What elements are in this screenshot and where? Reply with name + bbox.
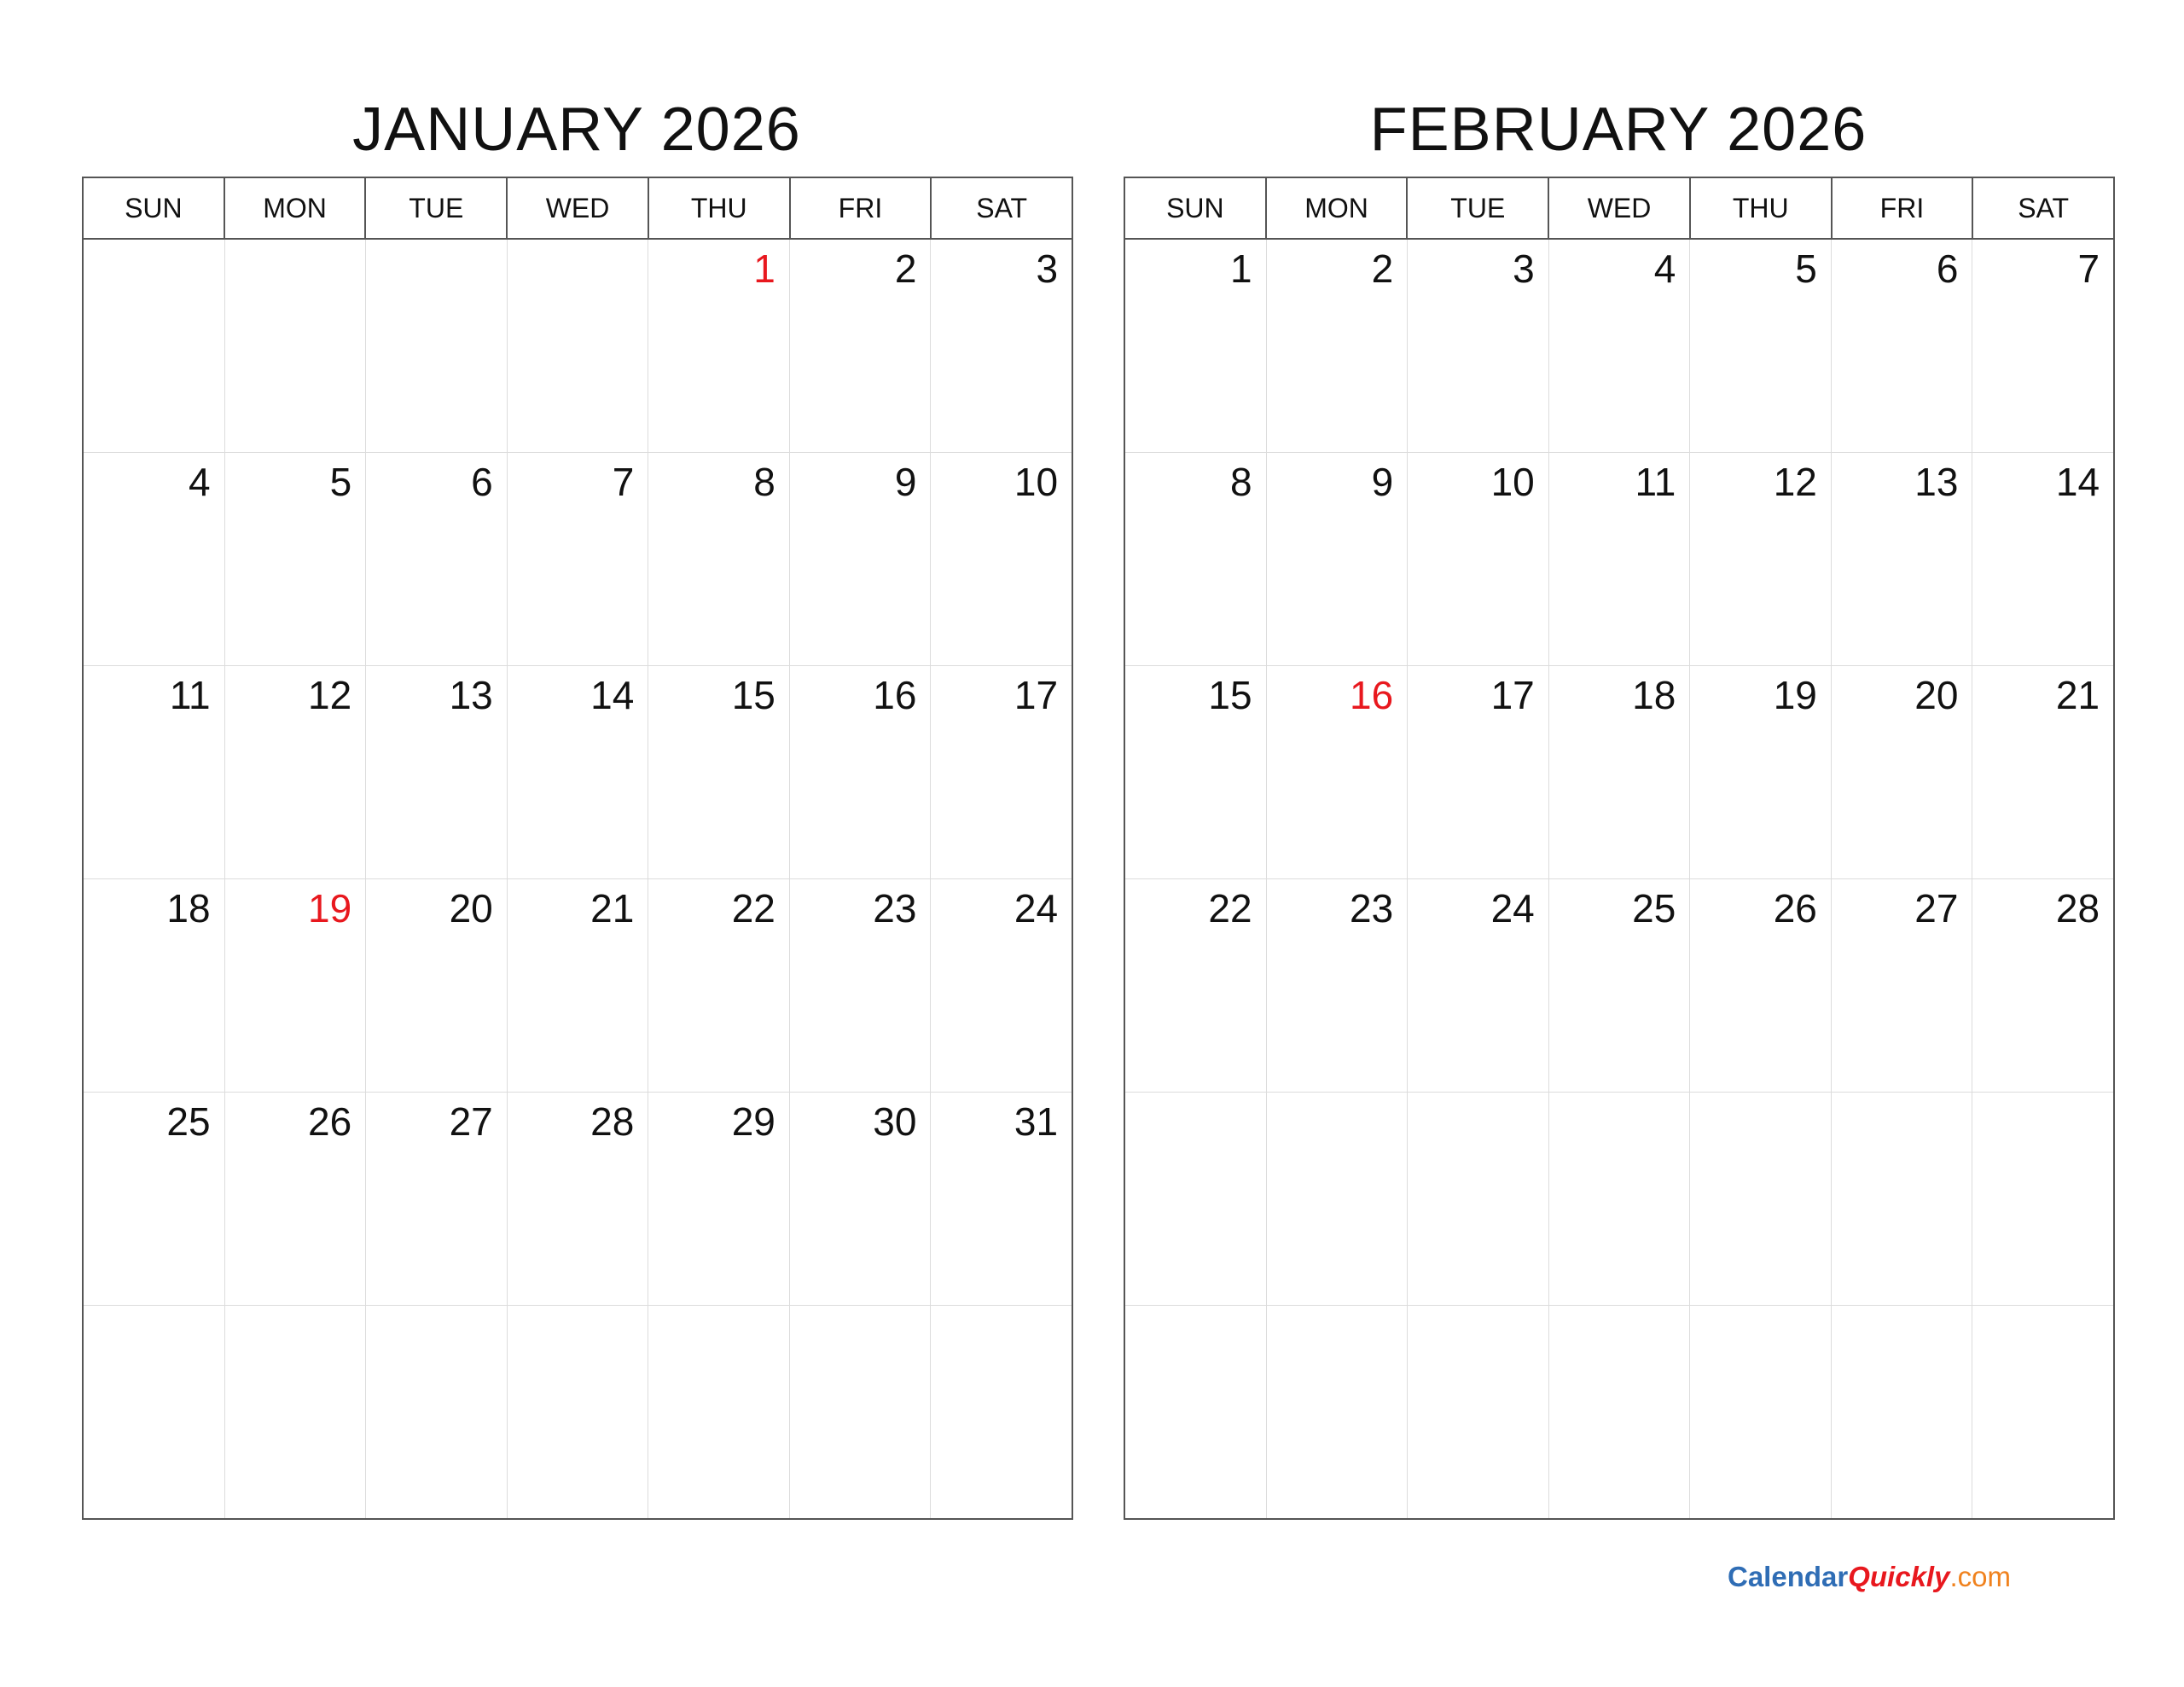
empty-day-cell	[507, 240, 648, 452]
day-cell	[1125, 666, 1266, 878]
day-cell	[930, 879, 1072, 1092]
day-number: 21	[2055, 673, 2100, 717]
day-number: 14	[2055, 460, 2100, 504]
day-cell	[648, 879, 789, 1092]
empty-day-cell	[1407, 1306, 1548, 1518]
day-number: 19	[1773, 673, 1817, 717]
day-cell	[365, 453, 507, 665]
empty-day-cell	[84, 1306, 224, 1518]
day-cell	[1831, 240, 1972, 452]
day-number: 3	[1036, 246, 1059, 291]
month-title: JANUARY 2026	[352, 96, 801, 164]
week-row	[84, 1305, 1072, 1518]
day-cell	[507, 1093, 648, 1305]
weekday-header-wed: WED	[506, 178, 648, 238]
day-number: 22	[1208, 886, 1252, 930]
weekday-header-mon: MON	[224, 178, 365, 238]
day-number: 6	[1936, 246, 1959, 291]
weekday-header-sat: SAT	[930, 178, 1072, 238]
day-cell	[507, 453, 648, 665]
day-number: 28	[590, 1099, 635, 1144]
empty-day-cell	[789, 1306, 931, 1518]
empty-day-cell	[1831, 1306, 1972, 1518]
day-cell	[1125, 453, 1266, 665]
day-cell	[1972, 453, 2113, 665]
day-number: 10	[1490, 460, 1535, 504]
day-cell	[224, 1093, 366, 1305]
weekday-header-sat: SAT	[1972, 178, 2113, 238]
day-number: 31	[1014, 1099, 1059, 1144]
day-number: 29	[731, 1099, 775, 1144]
day-cell	[365, 1093, 507, 1305]
day-cell	[1125, 879, 1266, 1092]
day-cell	[1972, 666, 2113, 878]
day-cell	[84, 666, 224, 878]
brand-part-calendar: Calendar	[1728, 1561, 1849, 1592]
empty-day-cell	[84, 240, 224, 452]
day-cell	[1972, 879, 2113, 1092]
day-cell	[1831, 453, 1972, 665]
day-number: 18	[1632, 673, 1676, 717]
day-number: 5	[1795, 246, 1817, 291]
day-number: 22	[731, 886, 775, 930]
day-number: 13	[449, 673, 493, 717]
day-cell	[224, 879, 366, 1092]
month-title: FEBRUARY 2026	[1369, 96, 1867, 164]
week-row	[1125, 665, 2113, 878]
empty-day-cell	[648, 1306, 789, 1518]
day-cell	[365, 879, 507, 1092]
day-number: 4	[1653, 246, 1676, 291]
weekday-header-tue: TUE	[364, 178, 506, 238]
day-cell	[1266, 453, 1408, 665]
brand-part-com: .com	[1949, 1561, 2011, 1592]
weekday-header-sun: SUN	[125, 192, 183, 223]
day-number: 16	[873, 673, 917, 717]
day-number: 20	[449, 886, 493, 930]
day-cell	[1266, 666, 1408, 878]
day-cell	[224, 666, 366, 878]
day-number: 11	[1635, 460, 1676, 504]
day-cell	[1266, 879, 1408, 1092]
day-cell	[789, 453, 931, 665]
weeks-container	[84, 240, 1072, 1518]
empty-day-cell	[1266, 1306, 1408, 1518]
weekday-header-mon: MON	[1265, 178, 1407, 238]
day-cell	[1689, 879, 1831, 1092]
day-cell	[84, 879, 224, 1092]
brand-logo[interactable]	[1728, 1561, 2011, 1593]
calendar-grid	[1124, 177, 2115, 1520]
week-row	[84, 1092, 1072, 1305]
day-number: 6	[471, 460, 493, 504]
day-cell	[1407, 240, 1548, 452]
calendar-grid	[82, 177, 1073, 1520]
day-cell	[1831, 879, 1972, 1092]
day-cell	[1407, 879, 1548, 1092]
week-row	[1125, 452, 2113, 665]
empty-day-cell	[1266, 1093, 1408, 1305]
day-cell	[930, 666, 1072, 878]
empty-day-cell	[1407, 1093, 1548, 1305]
day-number-highlighted: 1	[753, 246, 775, 291]
day-number: 14	[590, 673, 635, 717]
day-number: 11	[169, 673, 211, 717]
day-number-highlighted: 19	[307, 886, 352, 930]
day-cell	[1689, 240, 1831, 452]
empty-day-cell	[1831, 1093, 1972, 1305]
day-cell	[1548, 453, 1690, 665]
week-row	[1125, 878, 2113, 1092]
day-number: 12	[1773, 460, 1817, 504]
day-number: 9	[894, 460, 917, 504]
day-number: 8	[753, 460, 775, 504]
day-cell	[1548, 879, 1690, 1092]
day-number: 24	[1490, 886, 1535, 930]
day-cell	[789, 666, 931, 878]
brand-part-quickly: Quickly	[1848, 1561, 1950, 1592]
day-number: 24	[1014, 886, 1059, 930]
empty-day-cell	[1125, 1093, 1266, 1305]
day-number: 2	[1371, 246, 1394, 291]
day-cell	[930, 1093, 1072, 1305]
empty-day-cell	[1548, 1306, 1690, 1518]
day-number: 18	[166, 886, 211, 930]
day-cell	[1689, 453, 1831, 665]
day-cell	[507, 666, 648, 878]
day-number: 7	[612, 460, 635, 504]
day-cell	[789, 1093, 931, 1305]
week-row	[84, 240, 1072, 452]
day-number: 2	[894, 246, 917, 291]
day-number: 12	[307, 673, 352, 717]
day-cell	[1125, 240, 1266, 452]
day-cell	[789, 240, 931, 452]
weekday-header-row	[84, 178, 1072, 240]
week-row	[1125, 240, 2113, 452]
day-number: 23	[873, 886, 917, 930]
weekday-header-sun: SUN	[1166, 192, 1224, 223]
week-row	[84, 665, 1072, 878]
day-number: 28	[2055, 886, 2100, 930]
day-cell	[648, 240, 789, 452]
day-number: 25	[166, 1099, 211, 1144]
weekday-header-fri: FRI	[1831, 178, 1972, 238]
day-number: 27	[1914, 886, 1959, 930]
day-number: 25	[1632, 886, 1676, 930]
day-cell	[1831, 666, 1972, 878]
empty-day-cell	[507, 1306, 648, 1518]
weekday-header-row	[1125, 178, 2113, 240]
week-row	[84, 878, 1072, 1092]
empty-day-cell	[930, 1306, 1072, 1518]
day-number: 26	[1773, 886, 1817, 930]
day-number: 1	[1229, 246, 1252, 291]
day-cell	[1548, 666, 1690, 878]
day-cell	[789, 879, 931, 1092]
day-number: 15	[1208, 673, 1252, 717]
day-number: 9	[1371, 460, 1394, 504]
empty-day-cell	[224, 1306, 366, 1518]
weekday-header-thu: THU	[1689, 178, 1831, 238]
day-number: 26	[307, 1099, 352, 1144]
day-cell	[1689, 666, 1831, 878]
day-cell	[224, 453, 366, 665]
day-number: 13	[1914, 460, 1959, 504]
weeks-container	[1125, 240, 2113, 1518]
day-cell	[365, 666, 507, 878]
day-number: 5	[329, 460, 352, 504]
day-cell	[1548, 240, 1690, 452]
day-number: 21	[590, 886, 635, 930]
day-cell	[1266, 240, 1408, 452]
day-cell	[648, 453, 789, 665]
day-cell	[84, 1093, 224, 1305]
day-number: 15	[731, 673, 775, 717]
empty-day-cell	[365, 240, 507, 452]
day-number: 3	[1513, 246, 1535, 291]
empty-day-cell	[1689, 1093, 1831, 1305]
empty-day-cell	[365, 1306, 507, 1518]
empty-day-cell	[1972, 1306, 2113, 1518]
week-row	[1125, 1092, 2113, 1305]
day-cell	[507, 879, 648, 1092]
weekday-header-fri: FRI	[789, 178, 931, 238]
day-cell	[84, 453, 224, 665]
weekday-header-wed: WED	[1548, 178, 1689, 238]
empty-day-cell	[1972, 1093, 2113, 1305]
day-cell	[1972, 240, 2113, 452]
day-number: 17	[1014, 673, 1059, 717]
week-row	[1125, 1305, 2113, 1518]
day-number: 10	[1014, 460, 1059, 504]
day-cell	[1407, 666, 1548, 878]
day-cell	[648, 666, 789, 878]
day-number: 20	[1914, 673, 1959, 717]
day-cell	[1407, 453, 1548, 665]
day-number: 23	[1349, 886, 1394, 930]
week-row	[84, 452, 1072, 665]
empty-day-cell	[1689, 1306, 1831, 1518]
day-number: 7	[2077, 246, 2100, 291]
day-number: 8	[1229, 460, 1252, 504]
day-number: 17	[1490, 673, 1535, 717]
empty-day-cell	[1548, 1093, 1690, 1305]
day-number-highlighted: 16	[1349, 673, 1394, 717]
day-cell	[930, 453, 1072, 665]
day-number: 4	[188, 460, 211, 504]
day-cell	[648, 1093, 789, 1305]
weekday-header-tue: TUE	[1406, 178, 1548, 238]
day-number: 27	[449, 1099, 493, 1144]
day-cell	[930, 240, 1072, 452]
day-number: 30	[873, 1099, 917, 1144]
empty-day-cell	[224, 240, 366, 452]
empty-day-cell	[1125, 1306, 1266, 1518]
weekday-header-thu: THU	[648, 178, 789, 238]
